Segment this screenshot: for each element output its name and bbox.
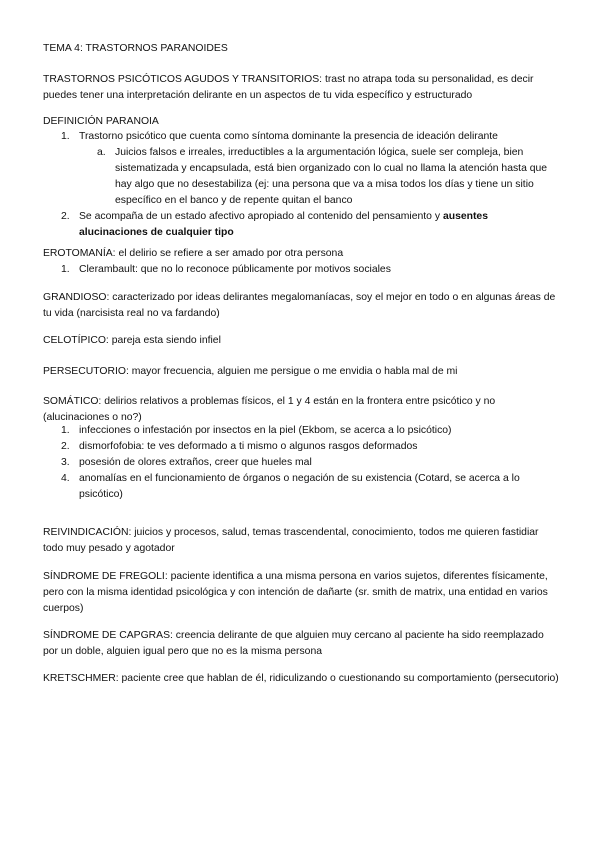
list-number: 3. bbox=[61, 457, 70, 468]
list-number: 2. bbox=[61, 211, 70, 222]
list-item bbox=[43, 129, 559, 145]
list-item bbox=[43, 439, 559, 455]
section-paranoia-heading: DEFINICIÓN PARANOIA bbox=[43, 116, 159, 127]
list-item-text: posesión de olores extraños, creer que hueles mal bbox=[79, 457, 312, 468]
list-item bbox=[43, 455, 559, 471]
somatico-list bbox=[43, 423, 559, 503]
list-number: 1. bbox=[61, 264, 70, 275]
erotomania-list bbox=[43, 262, 559, 278]
list-item bbox=[43, 209, 559, 241]
list-item-text: Clerambault: que no lo reconoce públicamente por motivos sociales bbox=[79, 264, 391, 275]
list-item-text: infecciones o infestación por insectos en la piel (Ekbom, se acerca a lo psicótico) bbox=[79, 425, 452, 436]
list-number: 1. bbox=[61, 425, 70, 436]
list-number: 1. bbox=[61, 131, 70, 142]
page-title: TEMA 4: TRASTORNOS PARANOIDES bbox=[43, 43, 228, 54]
list-item-text: dismorfofobia: te ves deformado a ti mismo o algunos rasgos deformados bbox=[79, 441, 418, 452]
list-item bbox=[43, 423, 559, 439]
list-number: 4. bbox=[61, 473, 70, 484]
list-item-text: Trastorno psicótico que cuenta como síntoma dominante la presencia de ideación delirante bbox=[79, 131, 498, 142]
list-letter: a. bbox=[97, 147, 106, 158]
list-item-text: anomalías en el funcionamiento de órganos o negación de su existencia (Cotard, se acerca a lo psicótico) bbox=[79, 473, 520, 500]
sub-list-item bbox=[43, 145, 559, 209]
list-item bbox=[43, 262, 559, 278]
section-grandioso: GRANDIOSO: caracterizado por ideas delirantes megalomaníacas, soy el mejor en todo o en algunas áreas de tu vida (narcisista real no va fardando) bbox=[43, 292, 556, 319]
section-sindrome-capgras: SÍNDROME DE CAPGRAS: creencia delirante de que alguien muy cercano al paciente ha sido reemplazado por un doble, alguien igual pero que no es la misma persona bbox=[43, 630, 544, 657]
list-item-text: Se acompaña de un estado afectivo apropiado al contenido del pensamiento y bbox=[79, 211, 443, 222]
section-persecutorio: PERSECUTORIO: mayor frecuencia, alguien me persigue o me envidia o habla mal de mi bbox=[43, 366, 458, 377]
section-kretschmer: KRETSCHMER: paciente cree que hablan de él, ridiculizando o cuestionando su comportamiento (persecutorio) bbox=[43, 673, 559, 684]
section-agudos-transitorios: TRASTORNOS PSICÓTICOS AGUDOS Y TRANSITORIOS: trast no atrapa toda su personalidad, es decir puedes tener una interpretación delirante en un aspectos de tu vida específico y estructurado bbox=[43, 74, 534, 101]
section-erotomania: EROTOMANÍA: el delirio se refiere a ser amado por otra persona bbox=[43, 248, 344, 259]
list-number: 2. bbox=[61, 441, 70, 452]
paranoia-list bbox=[43, 129, 559, 241]
section-somatico: SOMÁTICO: delirios relativos a problemas físicos, el 1 y 4 están en la frontera entre psicótico y no (alucinaciones o no?) bbox=[43, 396, 496, 423]
sub-list-item-text: Juicios falsos e irreales, irreductibles a la argumentación lógica, suele ser compleja, bien sistematizada y encapsulada, está bien organizado con lo cual no llama la atención hasta que hay algo que no desestabiliza (ej: una persona que va a misa todos los días y tiene un sitio específico en el banco y de repente quitan el banco bbox=[115, 147, 548, 206]
list-item bbox=[43, 471, 559, 503]
section-reivindicacion: REIVINDICACIÓN: juicios y procesos, salud, temas trascendental, conocimiento, todos me quieren fastidiar todo muy pesado y agotador bbox=[43, 527, 539, 554]
section-celotipico: CELOTÍPICO: pareja esta siendo infiel bbox=[43, 335, 221, 346]
section-sindrome-fregoli: SÍNDROME DE FREGOLI: paciente identifica a una misma persona en varios sujetos, diferentes físicamente, pero con la misma identidad psicológica y con intención de dañarte (sr. smith de matrix, una entidad en varios cuerpos) bbox=[43, 571, 548, 614]
bold-emphasis: ausentes alucinaciones de cualquier tipo bbox=[79, 211, 488, 238]
